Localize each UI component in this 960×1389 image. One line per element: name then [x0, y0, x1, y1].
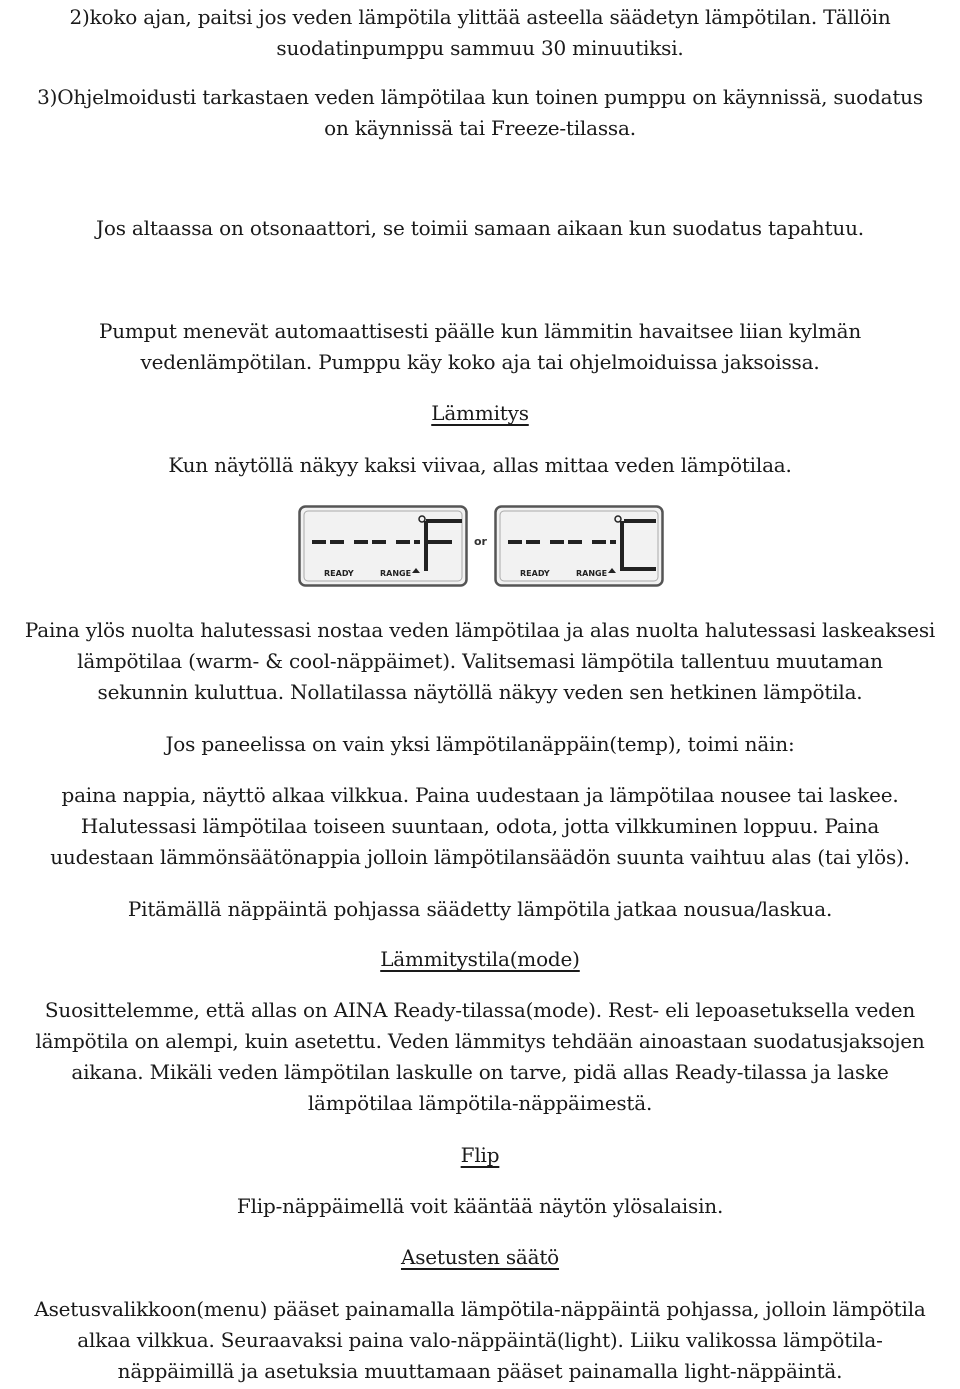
paragraph-single-temp-button: Jos paneelissa on vain yksi lämpötilanäppäin(temp), toimi näin:	[165, 732, 795, 756]
paragraph-programmed-check: 3)Ohjelmoidusti tarkastaen veden lämpötilaa kun toinen pumppu on käynnissä, suodatus on käynnissä tai Freeze-tilassa.	[37, 85, 923, 140]
heading-asetusten-saato: Asetusten säätö	[400, 1245, 560, 1269]
paragraph-pumps: Pumput menevät automaattisesti päälle kun lämmitin havaitsee liian kylmän vedenlämpötilan. Pumppu käy koko aja tai ohjelmoiduissa jaksoissa.	[98, 319, 862, 374]
paragraph-heating-times: 2)koko ajan, paitsi jos veden lämpötila ylittää asteella säädetyn lämpötilan. Tällöin suodatinpumppu sammuu 30 minuutiksi.	[69, 5, 891, 60]
range-label-left: RANGE	[380, 569, 412, 578]
range-label-right: RANGE	[576, 569, 608, 578]
paragraph-ozonator: Jos altaassa on otsonaattori, se toimii samaan aikaan kun suodatus tapahtuu.	[96, 216, 864, 240]
heading-lammitystila: Lämmitystila(mode)	[380, 947, 580, 971]
paragraph-flip: Flip-näppäimellä voit kääntää näytön ylösalaisin.	[236, 1194, 724, 1218]
heading-flip: Flip	[460, 1143, 500, 1167]
separator-or: or	[474, 535, 487, 548]
lcd-display-celsius	[494, 505, 664, 587]
paragraph-ready-mode: Suosittelemme, että allas on AINA Ready-tilassa(mode). Rest- eli lepoasetuksella veden lämpötila on alempi, kuin asetettu. Veden lämmitys tehdään ainoastaan suodatusjaksojen aikana. Mikäli veden lämpötilan laskulle on tarve, pidä allas Ready-tilassa ja laske lämpötilaa lämpötila-näppäimestä.	[35, 998, 925, 1115]
paragraph-press-button: paina nappia, näyttö alkaa vilkkua. Paina uudestaan ja lämpötilaa nousee tai laskee. Halutessasi lämpötilaa toiseen suuntaan, odota, jotta vilkkuminen loppuu. Paina uudestaan lämmönsäätönappia jolloin lämpötilansäädön suunta vaihtuu alas (tai ylös).	[50, 783, 910, 869]
paragraph-hold-button: Pitämällä näppäintä pohjassa säädetty lämpötila jatkaa nousua/laskua.	[127, 897, 833, 921]
paragraph-two-lines: Kun näytöllä näkyy kaksi viivaa, allas mittaa veden lämpötilaa.	[168, 453, 792, 477]
lcd-display-fahrenheit	[298, 505, 468, 587]
heading-lammitys: Lämmitys	[431, 401, 529, 425]
ready-label-left: READY	[324, 569, 354, 578]
paragraph-settings-menu: Asetusvalikkoon(menu) pääset painamalla lämpötila-näppäintä pohjassa, jolloin lämpötila alkaa vilkkua. Seuraavaksi paina valo-näppäintä(light). Liiku valikossa lämpötila- näppäimillä ja asetuksia muuttamaan pääset painamalla light-näppäintä.	[34, 1297, 926, 1383]
paragraph-arrows: Paina ylös nuolta halutessasi nostaa veden lämpötilaa ja alas nuolta halutessasi laskeaksesi lämpötilaa (warm- & cool-näppäimet). Valitsemasi lämpötila tallentuu muutaman sekunnin kuluttua. Nollatilassa näytöllä näkyy veden sen hetkinen lämpötila.	[24, 618, 936, 704]
lcd-displays	[298, 505, 668, 589]
ready-label-right: READY	[520, 569, 550, 578]
